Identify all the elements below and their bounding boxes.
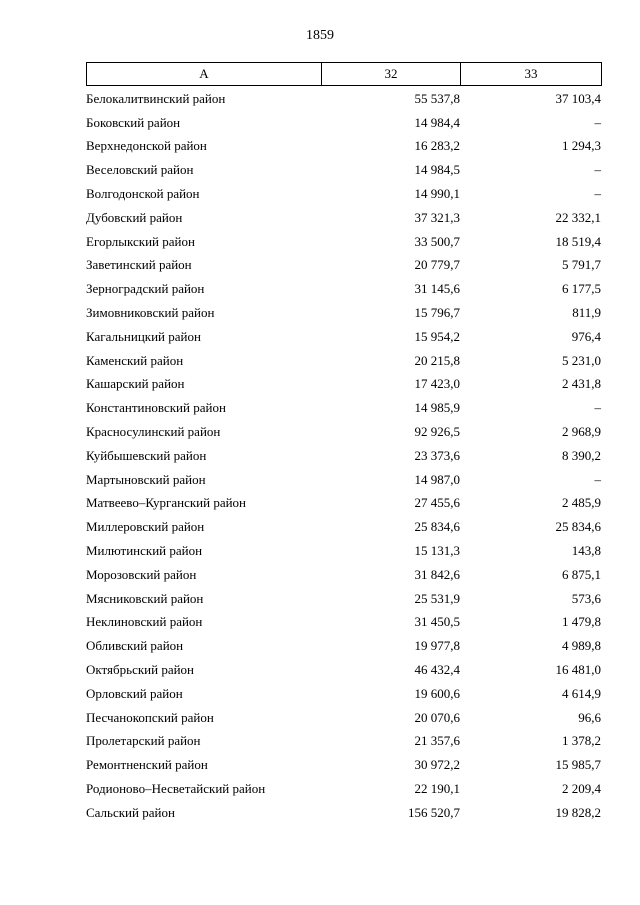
value-col-32: 15 954,2: [414, 328, 460, 344]
table-row: [86, 325, 601, 349]
district-name: Верхнедонской район: [86, 138, 207, 154]
district-name: Зимовниковский район: [86, 305, 215, 321]
value-col-33: 18 519,4: [555, 233, 601, 249]
table-row: [86, 444, 601, 468]
table-row: [86, 420, 601, 444]
district-name: Кашарский район: [86, 376, 185, 392]
district-name: Зерноградский район: [86, 281, 205, 297]
district-name: Песчанокопский район: [86, 709, 214, 725]
value-col-33: 16 481,0: [555, 662, 601, 678]
table-row: [86, 634, 601, 658]
value-col-33: 1 294,3: [562, 138, 601, 154]
table-row: [86, 206, 601, 230]
value-col-32: 16 283,2: [414, 138, 460, 154]
page-number: 1859: [306, 28, 334, 43]
district-name: Заветинский район: [86, 257, 192, 273]
table-row: [86, 611, 601, 635]
table-row: [86, 730, 601, 754]
column-header-33: 33: [461, 63, 602, 86]
table-row: [86, 230, 601, 254]
value-col-33: 96,6: [578, 709, 601, 725]
value-col-32: 55 537,8: [414, 90, 460, 106]
value-col-33: 19 828,2: [555, 804, 601, 820]
table-header: [86, 62, 602, 86]
district-name: Октябрьский район: [86, 662, 194, 678]
district-name: Мясниковский район: [86, 590, 204, 606]
value-col-32: 31 450,5: [414, 614, 460, 630]
district-name: Ремонтненский район: [86, 757, 208, 773]
table-row: [86, 492, 601, 516]
district-name: Константиновский район: [86, 400, 226, 416]
value-col-32: 14 984,4: [414, 114, 460, 130]
table-row: [86, 254, 601, 278]
value-col-32: 20 779,7: [414, 257, 460, 273]
value-col-32: 22 190,1: [414, 781, 460, 796]
value-col-32: 14 990,1: [414, 186, 460, 202]
value-col-33: 2 209,4: [562, 781, 601, 796]
table-row: [86, 277, 601, 301]
value-col-33: 811,9: [572, 305, 601, 321]
district-name: Кагальницкий район: [86, 328, 201, 344]
value-col-33: –: [594, 114, 601, 130]
value-col-32: 33 500,7: [414, 233, 460, 249]
table-row: [86, 135, 601, 159]
table-row: [86, 301, 601, 325]
value-col-33: 6 875,1: [562, 566, 601, 582]
table-row: [86, 539, 601, 563]
table-row: [86, 396, 601, 420]
district-name: Пролетарский район: [86, 733, 201, 749]
value-col-32: 46 432,4: [414, 662, 460, 678]
district-name: Сальский район: [86, 804, 175, 820]
table-row: [86, 373, 601, 397]
value-col-32: 19 600,6: [414, 685, 460, 701]
table-row: [86, 349, 601, 373]
table-row: [86, 515, 601, 539]
district-name: Мартыновский район: [86, 471, 206, 487]
value-col-32: 25 531,9: [414, 590, 460, 606]
district-name: Матвеево–Курганский район: [86, 495, 247, 511]
value-col-33: 143,8: [571, 543, 601, 559]
table-row: [86, 658, 601, 682]
data-table-body: [86, 87, 601, 825]
value-col-32: 20 070,6: [414, 709, 460, 725]
district-name: Волгодонской район: [86, 186, 200, 202]
district-name: Дубовский район: [86, 209, 183, 225]
district-name: Родионово–Несветайский район: [86, 781, 266, 796]
value-col-32: 30 972,2: [414, 757, 460, 773]
value-col-32: 31 842,6: [414, 566, 460, 582]
value-col-32: 21 357,6: [414, 733, 460, 749]
value-col-32: 23 373,6: [414, 447, 460, 463]
value-col-33: 2 968,9: [562, 424, 601, 440]
district-name: Морозовский район: [86, 566, 197, 582]
table-row: [86, 468, 601, 492]
value-col-33: –: [594, 471, 601, 487]
value-col-33: –: [594, 186, 601, 202]
value-col-33: 5 231,0: [562, 352, 601, 368]
value-col-33: –: [594, 162, 601, 178]
table-row: [86, 777, 601, 801]
table-row: [86, 801, 601, 825]
table-row: [86, 111, 601, 135]
value-col-33: 573,6: [571, 590, 601, 606]
district-name: Белокалитвинский район: [86, 90, 226, 106]
value-col-32: 14 984,5: [414, 162, 460, 178]
column-header-a: А: [87, 63, 322, 86]
value-col-32: 37 321,3: [414, 209, 460, 225]
value-col-33: 5 791,7: [562, 257, 601, 273]
table-row: [86, 182, 601, 206]
value-col-33: 2 431,8: [562, 376, 601, 392]
table-row: [86, 87, 601, 111]
value-col-33: 25 834,6: [555, 519, 601, 535]
table-row: [86, 682, 601, 706]
value-col-32: 92 926,5: [414, 424, 460, 440]
table-row: [86, 706, 601, 730]
district-name: Каменский район: [86, 352, 184, 368]
district-name: Красносулинский район: [86, 424, 221, 440]
value-col-33: –: [594, 400, 601, 416]
value-col-33: 37 103,4: [555, 90, 601, 106]
column-header-32: 32: [322, 63, 461, 86]
district-name: Обливский район: [86, 638, 184, 654]
value-col-33: 976,4: [571, 328, 601, 344]
value-col-32: 20 215,8: [414, 352, 460, 368]
value-col-33: 1 479,8: [562, 614, 601, 630]
table-row: [86, 158, 601, 182]
value-col-32: 15 796,7: [414, 305, 460, 321]
value-col-32: 14 987,0: [414, 471, 460, 487]
district-name: Милютинский район: [86, 543, 203, 559]
value-col-33: 4 614,9: [562, 685, 601, 701]
value-col-32: 31 145,6: [414, 281, 460, 297]
table-row: [86, 563, 601, 587]
value-col-33: 2 485,9: [562, 495, 601, 511]
table-row: [86, 587, 601, 611]
value-col-32: 19 977,8: [414, 638, 460, 654]
value-col-33: 15 985,7: [555, 757, 601, 773]
value-col-33: 8 390,2: [562, 447, 601, 463]
value-col-33: 6 177,5: [562, 281, 601, 297]
value-col-32: 17 423,0: [414, 376, 460, 392]
value-col-32: 27 455,6: [414, 495, 460, 511]
district-name: Боковский район: [86, 114, 181, 130]
value-col-33: 22 332,1: [555, 209, 601, 225]
table-row: [86, 753, 601, 777]
value-col-33: 1 378,2: [562, 733, 601, 749]
district-name: Неклиновский район: [86, 614, 203, 630]
district-name: Егорлыкский район: [86, 233, 195, 249]
district-name: Веселовский район: [86, 162, 194, 178]
district-name: Куйбышевский район: [86, 447, 207, 463]
value-col-32: 156 520,7: [408, 804, 460, 820]
value-col-33: 4 989,8: [562, 638, 601, 654]
value-col-32: 14 985,9: [414, 400, 460, 416]
district-name: Миллеровский район: [86, 519, 205, 535]
value-col-32: 25 834,6: [414, 519, 460, 535]
data-table: [86, 87, 601, 825]
district-name: Орловский район: [86, 685, 183, 701]
value-col-32: 15 131,3: [414, 543, 460, 559]
